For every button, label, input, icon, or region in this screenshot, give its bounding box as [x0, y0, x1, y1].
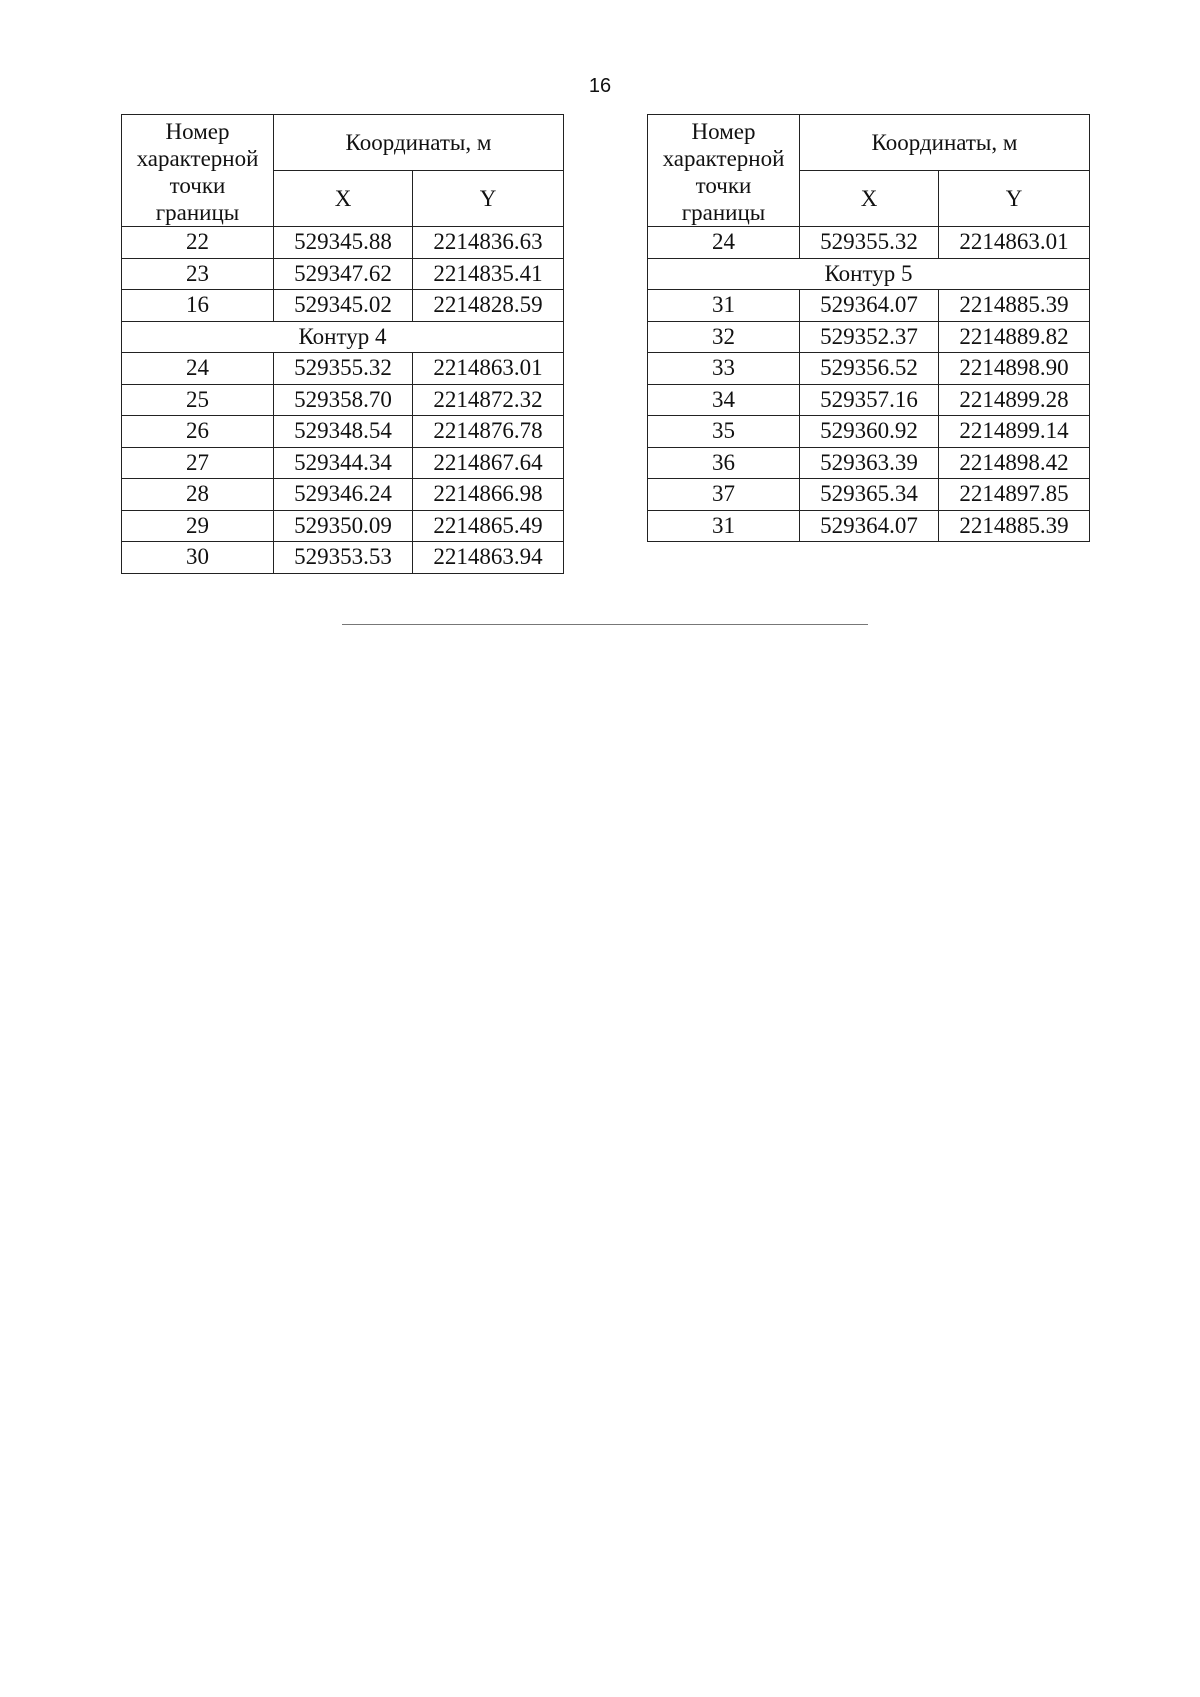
table-row	[648, 447, 1090, 479]
table-row	[122, 447, 564, 479]
x-coordinate-cell: 529363.39	[800, 447, 939, 479]
x-coordinate-cell: 529365.34	[800, 479, 939, 511]
coordinates-table-right	[647, 114, 1090, 542]
point-number-cell: 23	[122, 258, 274, 290]
table-row	[648, 353, 1090, 385]
x-coordinate-cell: 529353.53	[274, 542, 413, 574]
table-row	[648, 510, 1090, 542]
point-number-cell: 27	[122, 447, 274, 479]
contour-row	[122, 321, 564, 353]
x-header: X	[274, 171, 413, 227]
y-header: Y	[939, 171, 1090, 227]
y-coordinate-cell: 2214836.63	[413, 227, 564, 259]
point-number-cell: 22	[122, 227, 274, 259]
y-coordinate-cell: 2214872.32	[413, 384, 564, 416]
y-coordinate-cell: 2214866.98	[413, 479, 564, 511]
y-coordinate-cell: 2214889.82	[939, 321, 1090, 353]
x-coordinate-cell: 529348.54	[274, 416, 413, 448]
point-number-cell: 35	[648, 416, 800, 448]
point-number-cell: 25	[122, 384, 274, 416]
x-coordinate-cell: 529345.88	[274, 227, 413, 259]
y-coordinate-cell: 2214897.85	[939, 479, 1090, 511]
x-coordinate-cell: 529346.24	[274, 479, 413, 511]
x-coordinate-cell: 529350.09	[274, 510, 413, 542]
point-number-cell: 32	[648, 321, 800, 353]
table-row	[122, 416, 564, 448]
point-number-cell: 24	[648, 227, 800, 259]
contour-row	[648, 258, 1090, 290]
y-coordinate-cell: 2214863.01	[939, 227, 1090, 259]
contour-label: Контур 4	[122, 321, 564, 353]
separator-line	[342, 624, 868, 625]
y-coordinate-cell: 2214899.14	[939, 416, 1090, 448]
y-coordinate-cell: 2214828.59	[413, 290, 564, 322]
table-row	[648, 227, 1090, 259]
point-number-cell: 33	[648, 353, 800, 385]
point-number-header	[648, 115, 800, 227]
point-number-header-line: характерной	[136, 145, 259, 171]
table-header-row	[648, 115, 1090, 171]
x-coordinate-cell: 529356.52	[800, 353, 939, 385]
point-number-header-line: точки	[695, 172, 752, 198]
x-coordinate-cell: 529355.32	[274, 353, 413, 385]
y-coordinate-cell: 2214876.78	[413, 416, 564, 448]
table-row	[648, 290, 1090, 322]
table-body	[648, 227, 1090, 542]
x-coordinate-cell: 529358.70	[274, 384, 413, 416]
y-coordinate-cell: 2214835.41	[413, 258, 564, 290]
point-number-header	[122, 115, 274, 227]
coordinates-header: Координаты, м	[274, 115, 564, 171]
point-number-cell: 24	[122, 353, 274, 385]
page-number: 16	[588, 75, 612, 97]
point-number-header-line: границы	[681, 199, 766, 225]
x-coordinate-cell: 529364.07	[800, 510, 939, 542]
y-coordinate-cell: 2214867.64	[413, 447, 564, 479]
table-row	[648, 416, 1090, 448]
x-coordinate-cell: 529344.34	[274, 447, 413, 479]
x-coordinate-cell: 529355.32	[800, 227, 939, 259]
table-row	[122, 227, 564, 259]
point-number-cell: 36	[648, 447, 800, 479]
point-number-cell: 16	[122, 290, 274, 322]
y-coordinate-cell: 2214863.94	[413, 542, 564, 574]
table-row	[122, 290, 564, 322]
y-coordinate-cell: 2214865.49	[413, 510, 564, 542]
x-header: X	[800, 171, 939, 227]
y-coordinate-cell: 2214885.39	[939, 510, 1090, 542]
point-number-header-line: Номер	[691, 118, 756, 144]
table-row	[648, 479, 1090, 511]
x-coordinate-cell: 529364.07	[800, 290, 939, 322]
point-number-header-line: границы	[155, 199, 240, 225]
x-coordinate-cell: 529347.62	[274, 258, 413, 290]
table-row	[122, 510, 564, 542]
contour-label: Контур 5	[648, 258, 1090, 290]
y-coordinate-cell: 2214863.01	[413, 353, 564, 385]
point-number-cell: 29	[122, 510, 274, 542]
y-coordinate-cell: 2214885.39	[939, 290, 1090, 322]
x-coordinate-cell: 529360.92	[800, 416, 939, 448]
point-number-cell: 30	[122, 542, 274, 574]
x-coordinate-cell: 529357.16	[800, 384, 939, 416]
point-number-header-line: характерной	[662, 145, 785, 171]
table-row	[648, 384, 1090, 416]
point-number-cell: 31	[648, 290, 800, 322]
point-number-cell: 28	[122, 479, 274, 511]
y-coordinate-cell: 2214899.28	[939, 384, 1090, 416]
table-row	[122, 258, 564, 290]
point-number-cell: 34	[648, 384, 800, 416]
table-header-row	[122, 115, 564, 171]
y-header: Y	[413, 171, 564, 227]
table-row	[122, 479, 564, 511]
coordinates-table-left	[121, 114, 564, 574]
coordinates-header: Координаты, м	[800, 115, 1090, 171]
x-coordinate-cell: 529352.37	[800, 321, 939, 353]
point-number-cell: 37	[648, 479, 800, 511]
y-coordinate-cell: 2214898.42	[939, 447, 1090, 479]
table-row	[122, 542, 564, 574]
table-row	[122, 384, 564, 416]
point-number-header-line: Номер	[165, 118, 230, 144]
table-body	[122, 227, 564, 574]
x-coordinate-cell: 529345.02	[274, 290, 413, 322]
y-coordinate-cell: 2214898.90	[939, 353, 1090, 385]
point-number-header-line: точки	[169, 172, 226, 198]
table-row	[648, 321, 1090, 353]
point-number-cell: 31	[648, 510, 800, 542]
point-number-cell: 26	[122, 416, 274, 448]
table-row	[122, 353, 564, 385]
